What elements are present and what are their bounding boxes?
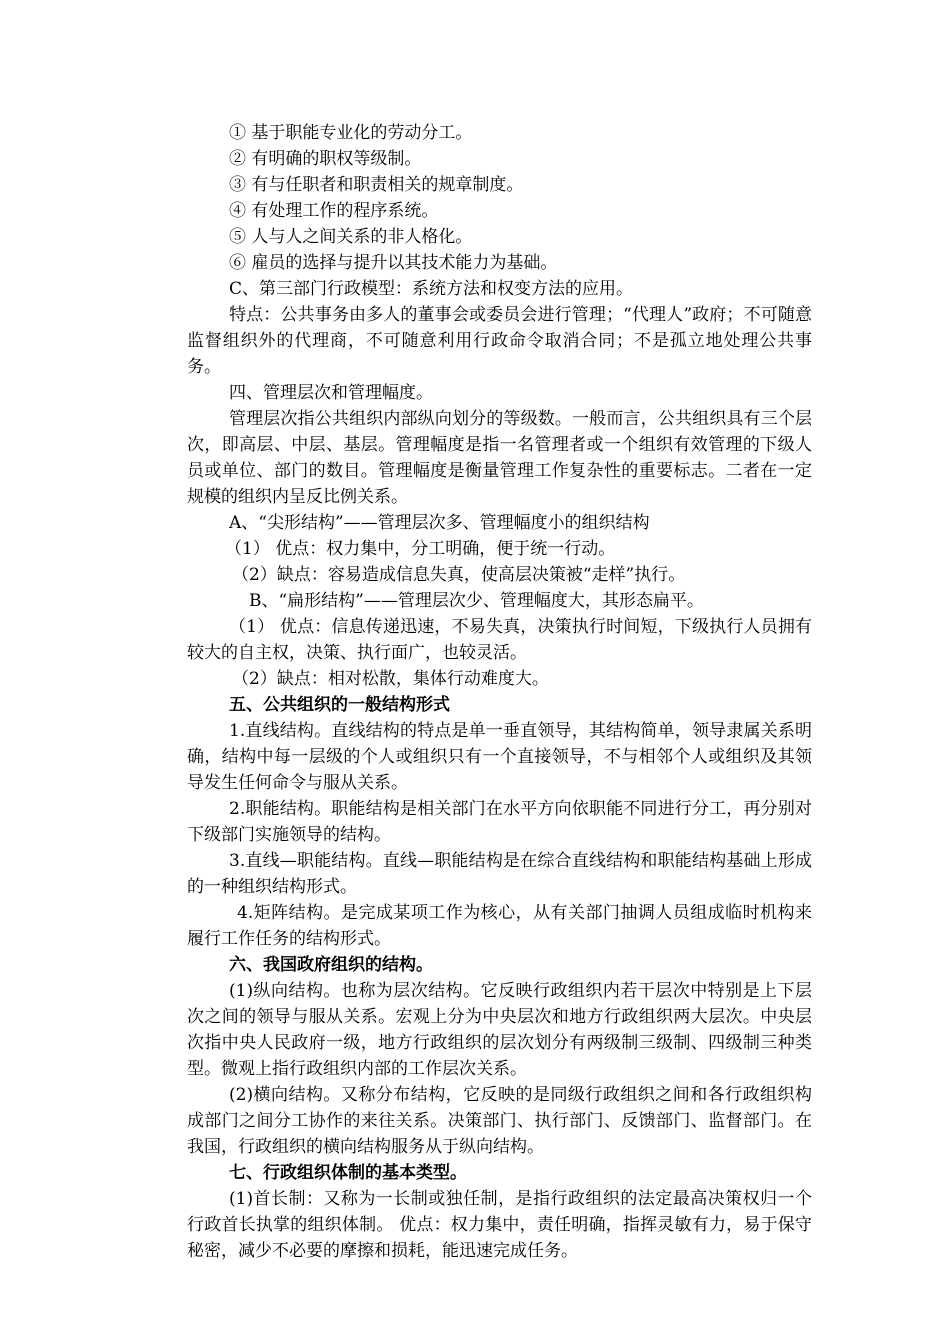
section-heading-7: 七、行政组织体制的基本类型。 (229, 1163, 467, 1183)
flat-structure-title: B、“扁形结构”——管理层次少、管理幅度大，其形态扁平。 (249, 591, 704, 611)
section-heading-4: 四、管理层次和管理幅度。 (229, 383, 433, 403)
system-type-item: (1)首长制：又称为一长制或独任制，是指行政组织的法定最高决策权归一个行政首长执掌的组织体制。 优点：权力集中，责任明确，指挥灵敏有力，易于保守秘密，减少不必要的摩擦和损耗，能迅速完成任务。 (187, 1189, 812, 1261)
flat-structure-advantages: （1） 优点：信息传递迅速，不易失真，决策执行时间短，下级执行人员拥有较大的自主权，决策、执行面广，也较灵活。 (187, 617, 812, 663)
structure-form-item: 4.矩阵结构。是完成某项工作为核心，从有关部门抽调人员组成临时机构来履行工作任务的结构形式。 (187, 903, 812, 949)
list-item: ③ 有与任职者和职责相关的规章制度。 (229, 175, 524, 195)
section-heading-5: 五、公共组织的一般结构形式 (229, 695, 450, 715)
section-heading-6: 六、我国政府组织的结构。 (229, 955, 433, 975)
list-item: ⑥ 雇员的选择与提升以其技术能力为基础。 (229, 253, 558, 273)
list-item: ① 基于职能专业化的劳动分工。 (229, 123, 473, 143)
flat-structure-disadvantages: （2）缺点：相对松散，集体行动难度大。 (232, 669, 549, 689)
list-item: ② 有明确的职权等级制。 (229, 149, 422, 169)
document-body (187, 120, 812, 1264)
tall-structure-title: A、“尖形结构”——管理层次多、管理幅度小的组织结构 (229, 513, 650, 533)
government-structure-item: (2)横向结构。又称分布结构，它反映的是同级行政组织之间和各行政组织构成部门之间分工协作的来往关系。决策部门、执行部门、反馈部门、监督部门。在我国，行政组织的横向结构服务从于纵向结构。 (187, 1085, 812, 1157)
third-sector-model: C、第三部门行政模型：系统方法和权变方法的应用。 (229, 279, 634, 299)
structure-form-item: 3.直线—职能结构。直线—职能结构是在综合直线结构和职能结构基础上形成的一种组织结构形式。 (187, 851, 812, 897)
list-item: ⑤ 人与人之间关系的非人格化。 (229, 227, 473, 247)
structure-form-item: 1.直线结构。直线结构的特点是单一垂直领导，其结构简单，领导隶属关系明确，结构中每一层级的个人或组织只有一个直接领导，不与相邻个人或组织及其领导发生任何命令与服从关系。 (187, 721, 812, 793)
section-4-body: 管理层次指公共组织内部纵向划分的等级数。一般而言，公共组织具有三个层次，即高层、中层、基层。管理幅度是指一名管理者或一个组织有效管理的下级人员或单位、部门的数目。管理幅度是衡量管理工作复杂性的重要标志。二者在一定规模的组织内呈反比例关系。 (187, 409, 812, 507)
tall-structure-disadvantages: （2）缺点：容易造成信息失真，使高层决策被“走样”执行。 (232, 565, 686, 585)
structure-form-item: 2.职能结构。职能结构是相关部门在水平方向依职能不同进行分工，再分别对下级部门实施领导的结构。 (187, 799, 812, 845)
third-sector-features: 特点：公共事务由多人的董事会或委员会进行管理；“代理人”政府；不可随意监督组织外的代理商，不可随意利用行政命令取消合同；不是孤立地处理公共事务。 (187, 305, 812, 377)
tall-structure-advantages: （1） 优点：权力集中，分工明确，便于统一行动。 (225, 539, 616, 559)
list-item: ④ 有处理工作的程序系统。 (229, 201, 439, 221)
government-structure-item: (1)纵向结构。也称为层次结构。它反映行政组织内若干层次中特别是上下层次之间的领导与服从关系。宏观上分为中央层次和地方行政组织两大层次。中央层次指中央人民政府一级，地方行政组织的层次划分有两级制三级制、四级制三种类型。微观上指行政组织内部的工作层次关系。 (187, 981, 812, 1079)
